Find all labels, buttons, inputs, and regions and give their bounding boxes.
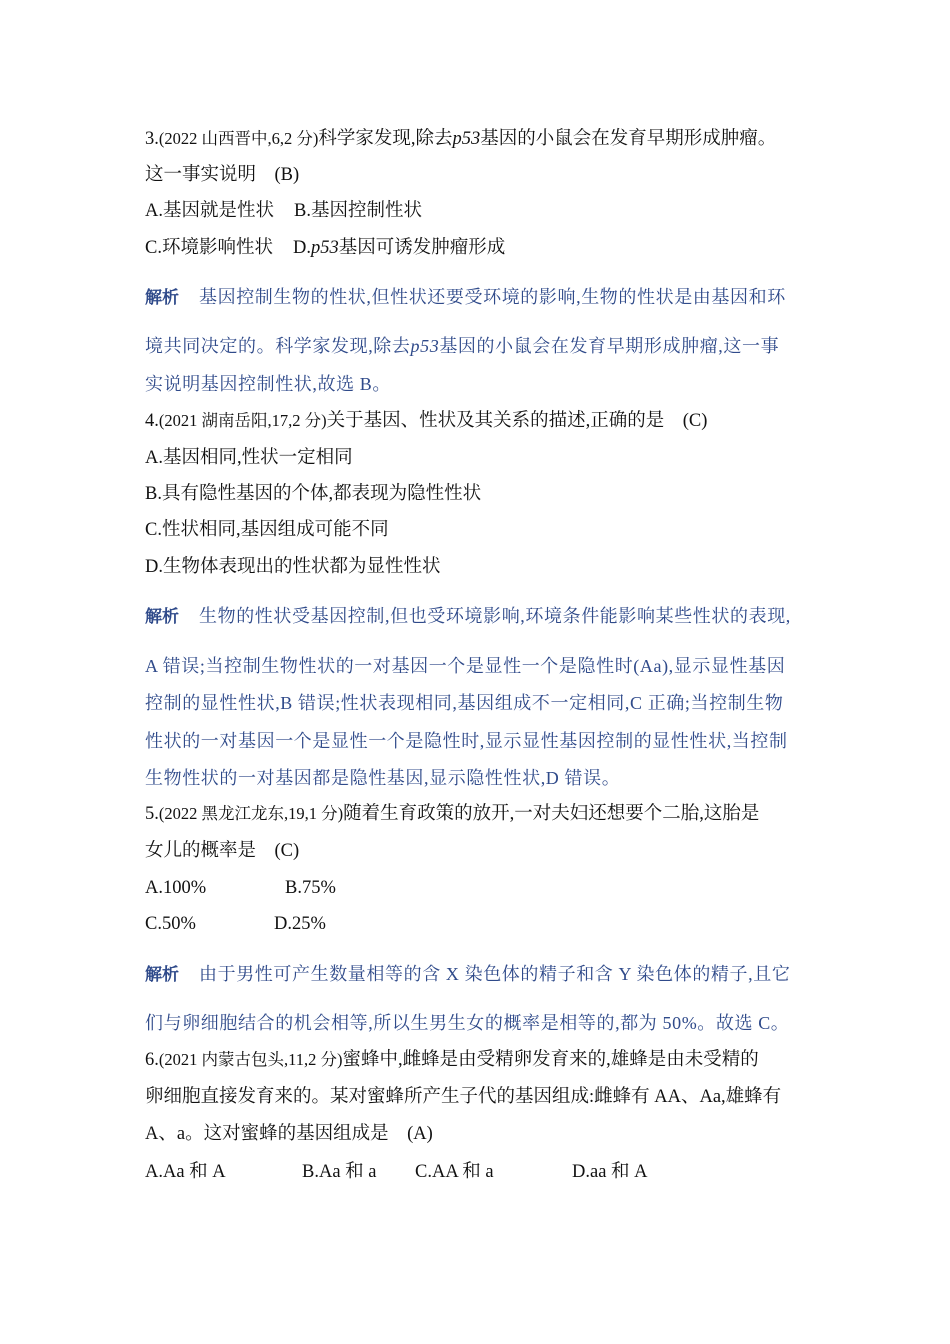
q6-option-b: B.Aa 和 a xyxy=(302,1162,377,1182)
q5-analysis-line-1 xyxy=(145,962,790,987)
q3-option-d-gene: p53 xyxy=(310,238,339,258)
q5-option-c: C.50% xyxy=(145,914,196,934)
q4-option-c: C.性状相同,基因组成可能不同 xyxy=(145,520,389,540)
q5-analysis-line-2: 们与卵细胞结合的机会相等,所以生男生女的概率是相等的,都为 50%。故选 C。 xyxy=(145,1013,790,1033)
q6-option-a: A.Aa 和 A xyxy=(145,1162,226,1182)
q5-analysis-label: 解析 xyxy=(145,965,179,985)
q3-option-c: C.环境影响性状 xyxy=(145,238,273,258)
q5-analysis-text-1: 由于男性可产生数量相等的含 X 染色体的精子和含 Y 染色体的精子,且它 xyxy=(199,964,791,984)
q3-analysis-label: 解析 xyxy=(145,288,179,308)
q3-option-b: B.基因控制性状 xyxy=(294,201,422,221)
q4-analysis-line-4: 性状的一对基因一个是显性一个是隐性时,显示显性基因控制的显性性状,当控制 xyxy=(145,731,788,751)
q4-analysis-line-3: 控制的显性性状,B 错误;性状表现相同,基因组成不一定相同,C 正确;当控制生物 xyxy=(145,693,784,713)
q3-analysis-line-3: 实说明基因控制性状,故选 B。 xyxy=(145,374,392,394)
q3-option-d xyxy=(293,236,505,260)
q4-analysis-line-5: 生物性状的一对基因都是隐性基因,显示隐性性状,D 错误。 xyxy=(145,768,621,788)
q3-analysis-text-2b: 基因的小鼠会在发育早期形成肿瘤,这一事 xyxy=(439,336,780,356)
q5-options-row-1 xyxy=(145,876,336,900)
q4-analysis-line-1 xyxy=(145,604,791,629)
q5-number: 5. xyxy=(145,804,159,824)
q4-option-d: D.生物体表现出的性状都为显性性状 xyxy=(145,557,441,577)
q3-stem-part-a: 科学家发现,除去 xyxy=(318,129,453,149)
q3-options-row-2 xyxy=(145,236,505,260)
q6-source: (2021 内蒙古包头,11,2 分) xyxy=(158,1050,343,1069)
q6-number: 6. xyxy=(145,1050,159,1070)
q3-options-row-1 xyxy=(145,199,422,223)
q3-stem-line-1 xyxy=(145,127,776,151)
q4-option-b: B.具有隐性基因的个体,都表现为隐性性状 xyxy=(145,484,482,504)
q3-stem-line-2: 这一事实说明 (B) xyxy=(145,165,300,185)
q4-source: (2021 湖南岳阳,17,2 分) xyxy=(158,411,327,430)
q5-option-a: A.100% xyxy=(145,878,207,898)
q4-option-a: A.基因相同,性状一定相同 xyxy=(145,448,353,468)
q3-analysis-text-2a: 境共同决定的。科学家发现,除去 xyxy=(145,336,411,356)
q5-source: (2022 黑龙江龙东,19,1 分) xyxy=(158,804,344,823)
q4-stem-text: 关于基因、性状及其关系的描述,正确的是 (C) xyxy=(326,411,708,431)
q4-number: 4. xyxy=(145,411,159,431)
q4-stem-line xyxy=(145,409,707,433)
q3-stem-part-b: 基因的小鼠会在发育早期形成肿瘤。 xyxy=(480,129,777,149)
q3-analysis-line-2 xyxy=(145,334,779,358)
q6-stem-line-1 xyxy=(145,1048,759,1072)
q3-number: 3. xyxy=(145,129,159,149)
q5-stem-line-1 xyxy=(145,802,759,826)
q3-analysis-line-1 xyxy=(145,285,786,310)
q5-option-b: B.75% xyxy=(285,878,336,898)
q4-analysis-line-2: A 错误;当控制生物性状的一对基因一个是显性一个是隐性时(Aa),显示显性基因 xyxy=(145,656,786,676)
q3-gene-name: p53 xyxy=(452,129,481,149)
q6-stem-line-2: 卵细胞直接发育来的。某对蜜蜂所产生子代的基因组成:雌蜂有 AA、Aa,雄蜂有 xyxy=(145,1087,782,1107)
q6-option-c: C.AA 和 a xyxy=(415,1162,494,1182)
q3-source: (2022 山西晋中,6,2 分) xyxy=(158,129,319,148)
q3-option-d-text: 基因可诱发肿瘤形成 xyxy=(338,238,506,258)
q3-analysis-gene: p53 xyxy=(410,336,440,356)
q5-options-row-2 xyxy=(145,912,326,936)
q4-analysis-label: 解析 xyxy=(145,607,179,627)
q6-stem-line-3: A、a。这对蜜蜂的基因组成是 (A) xyxy=(145,1124,433,1144)
q6-options-row xyxy=(145,1160,648,1184)
q5-stem-line-2: 女儿的概率是 (C) xyxy=(145,841,300,861)
q3-analysis-text-1: 基因控制生物的性状,但性状还要受环境的影响,生物的性状是由基因和环 xyxy=(199,287,786,307)
q5-stem-text-1: 随着生育政策的放开,一对夫妇还想要个二胎,这胎是 xyxy=(343,804,760,824)
q3-option-a: A.基因就是性状 xyxy=(145,201,274,221)
q6-option-d: D.aa 和 A xyxy=(572,1162,648,1182)
q6-stem-text-1: 蜜蜂中,雌蜂是由受精卵发育来的,雄蜂是由未受精的 xyxy=(342,1050,759,1070)
q5-option-d: D.25% xyxy=(274,914,326,934)
q3-option-d-prefix: D. xyxy=(292,238,311,258)
q4-analysis-text-1: 生物的性状受基因控制,但也受环境影响,环境条件能影响某些性状的表现, xyxy=(199,606,791,626)
